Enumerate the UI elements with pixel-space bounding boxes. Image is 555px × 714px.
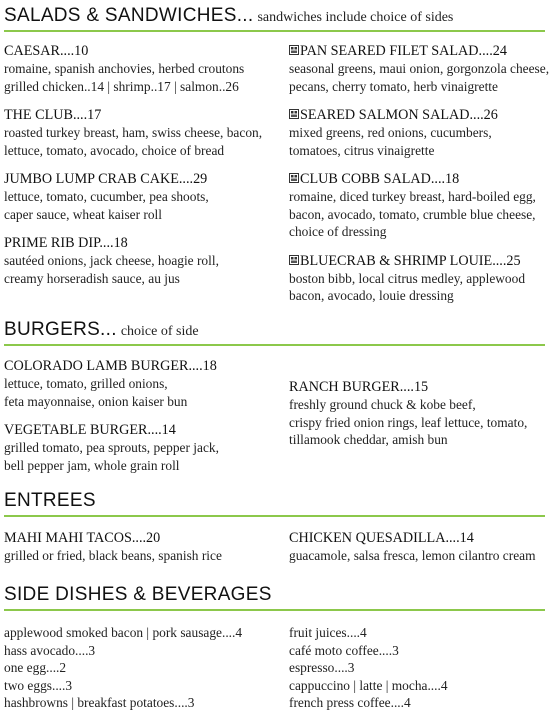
menu-item	[4, 530, 274, 565]
gluten-free-icon	[289, 173, 299, 183]
menu-item	[4, 43, 274, 95]
menu-item-description: guacamole, salsa fresca, lemon cilantro cream	[289, 548, 536, 563]
gluten-free-icon	[289, 109, 299, 119]
section-note: sandwiches include choice of sides	[257, 10, 454, 25]
menu-item-description: creamy horseradish sauce, au jus	[4, 270, 180, 286]
section-title: ENTREES	[4, 490, 96, 511]
menu-item-description: crispy fried onion rings, leaf lettuce, tomato,	[289, 414, 528, 430]
side-item: espresso....3	[289, 660, 355, 675]
menu-item-name: VEGETABLE BURGER....14	[4, 422, 176, 438]
section-title: SALADS & SANDWICHES...	[4, 5, 254, 26]
burgers-right-column	[289, 379, 555, 461]
menu-item-name: RANCH BURGER....15	[289, 379, 429, 395]
side-item: hashbrowns | breakfast potatoes....3	[4, 695, 195, 710]
menu-item-name: PRIME RIB DIP....18	[4, 235, 128, 251]
menu-item-description: grilled tomato, pea sprouts, pepper jack,	[4, 440, 219, 455]
side-item: french press coffee....4	[289, 695, 411, 710]
menu-item	[4, 422, 274, 474]
menu-item	[289, 43, 555, 95]
side-item: cappuccino | latte | mocha....4	[289, 677, 448, 693]
side-item: applewood smoked bacon | pork sausage....4	[4, 625, 243, 640]
section-note: choice of side	[120, 324, 199, 339]
menu-item-name: THE CLUB....17	[4, 107, 102, 123]
menu-item	[4, 171, 274, 223]
menu-item	[289, 107, 555, 159]
menu-item-name: CLUB COBB SALAD....18	[289, 171, 555, 188]
menu-item-description: mixed greens, red onions, cucumbers,	[289, 125, 492, 140]
side-item: two eggs....3	[4, 677, 73, 693]
menu-item-description: sautéed onions, jack cheese, hoagie roll,	[4, 253, 219, 268]
side-item: fruit juices....4	[289, 625, 367, 640]
salads-left-column	[4, 43, 274, 299]
sides-right-column	[289, 624, 555, 712]
menu-item-description: seasonal greens, maui onion, gorgonzola cheese,	[289, 61, 550, 76]
section-header-burgers	[4, 319, 545, 346]
menu-item-description: grilled or fried, black beans, spanish rice	[4, 548, 222, 563]
menu-item	[4, 358, 274, 410]
menu-item-name: JUMBO LUMP CRAB CAKE....29	[4, 171, 208, 187]
menu-item-description: choice of dressing	[289, 224, 387, 239]
menu-item-description: feta mayonnaise, onion kaiser bun	[4, 393, 188, 409]
menu-item-name: PAN SEARED FILET SALAD....24	[289, 43, 555, 60]
menu-item	[289, 530, 555, 565]
menu-item-description: lettuce, tomato, grilled onions,	[4, 376, 168, 391]
entrees-right-column	[289, 530, 555, 577]
menu-item	[4, 235, 274, 287]
sides-left-column	[4, 624, 274, 712]
section-header-sides	[4, 584, 545, 611]
gluten-free-icon	[289, 45, 299, 55]
side-item: hass avocado....3	[4, 642, 96, 658]
menu-item	[289, 379, 555, 449]
menu-item	[289, 171, 555, 241]
section-header-salads	[4, 5, 545, 32]
side-item: café moto coffee....3	[289, 642, 399, 658]
menu-item-description: bell pepper jam, whole grain roll	[4, 457, 180, 473]
menu-item-description: freshly ground chuck & kobe beef,	[289, 397, 476, 412]
menu-item-name: CHICKEN QUESADILLA....14	[289, 530, 474, 546]
section-header-entrees	[4, 490, 545, 517]
menu-item-description: lettuce, tomato, cucumber, pea shoots,	[4, 189, 209, 204]
menu-item-description: bacon, avocado, tomato, crumble blue cheese,	[289, 206, 536, 222]
menu-item-description: tillamook cheddar, amish bun	[289, 432, 448, 447]
gluten-free-icon	[289, 255, 299, 265]
salads-right-column	[289, 43, 555, 317]
menu-item-description: romaine, spanish anchovies, herbed croutons	[4, 61, 245, 76]
menu-item-name: SEARED SALMON SALAD....26	[289, 107, 555, 124]
menu-item-description: pecans, cherry tomato, herb vinaigrette	[289, 78, 498, 94]
section-title: BURGERS...	[4, 319, 117, 340]
menu-item-description: lettuce, tomato, avocado, choice of bread	[4, 142, 225, 158]
menu-item	[289, 253, 555, 305]
menu-item-description: roasted turkey breast, ham, swiss cheese, bacon,	[4, 125, 263, 140]
menu-item-description: tomatoes, citrus vinaigrette	[289, 142, 435, 158]
menu-item-description: romaine, diced turkey breast, hard-boiled egg,	[289, 189, 536, 204]
menu-item-description: caper sauce, wheat kaiser roll	[4, 206, 163, 222]
burgers-left-column	[4, 358, 274, 486]
menu-item	[4, 107, 274, 159]
menu-item-name: COLORADO LAMB BURGER....18	[4, 358, 217, 374]
menu-item-description: grilled chicken..14 | shrimp..17 | salmon..26	[4, 78, 239, 94]
menu-item-description: bacon, avocado, louie dressing	[289, 288, 454, 303]
menu-item-name: MAHI MAHI TACOS....20	[4, 530, 161, 546]
menu-item-name: CAESAR....10	[4, 43, 89, 59]
entrees-left-column	[4, 530, 274, 577]
section-title: SIDE DISHES & BEVERAGES	[4, 584, 272, 605]
side-item: one egg....2	[4, 660, 67, 675]
menu-item-description: boston bibb, local citrus medley, applewood	[289, 270, 526, 286]
menu-item-name: BLUECRAB & SHRIMP LOUIE....25	[289, 253, 555, 270]
